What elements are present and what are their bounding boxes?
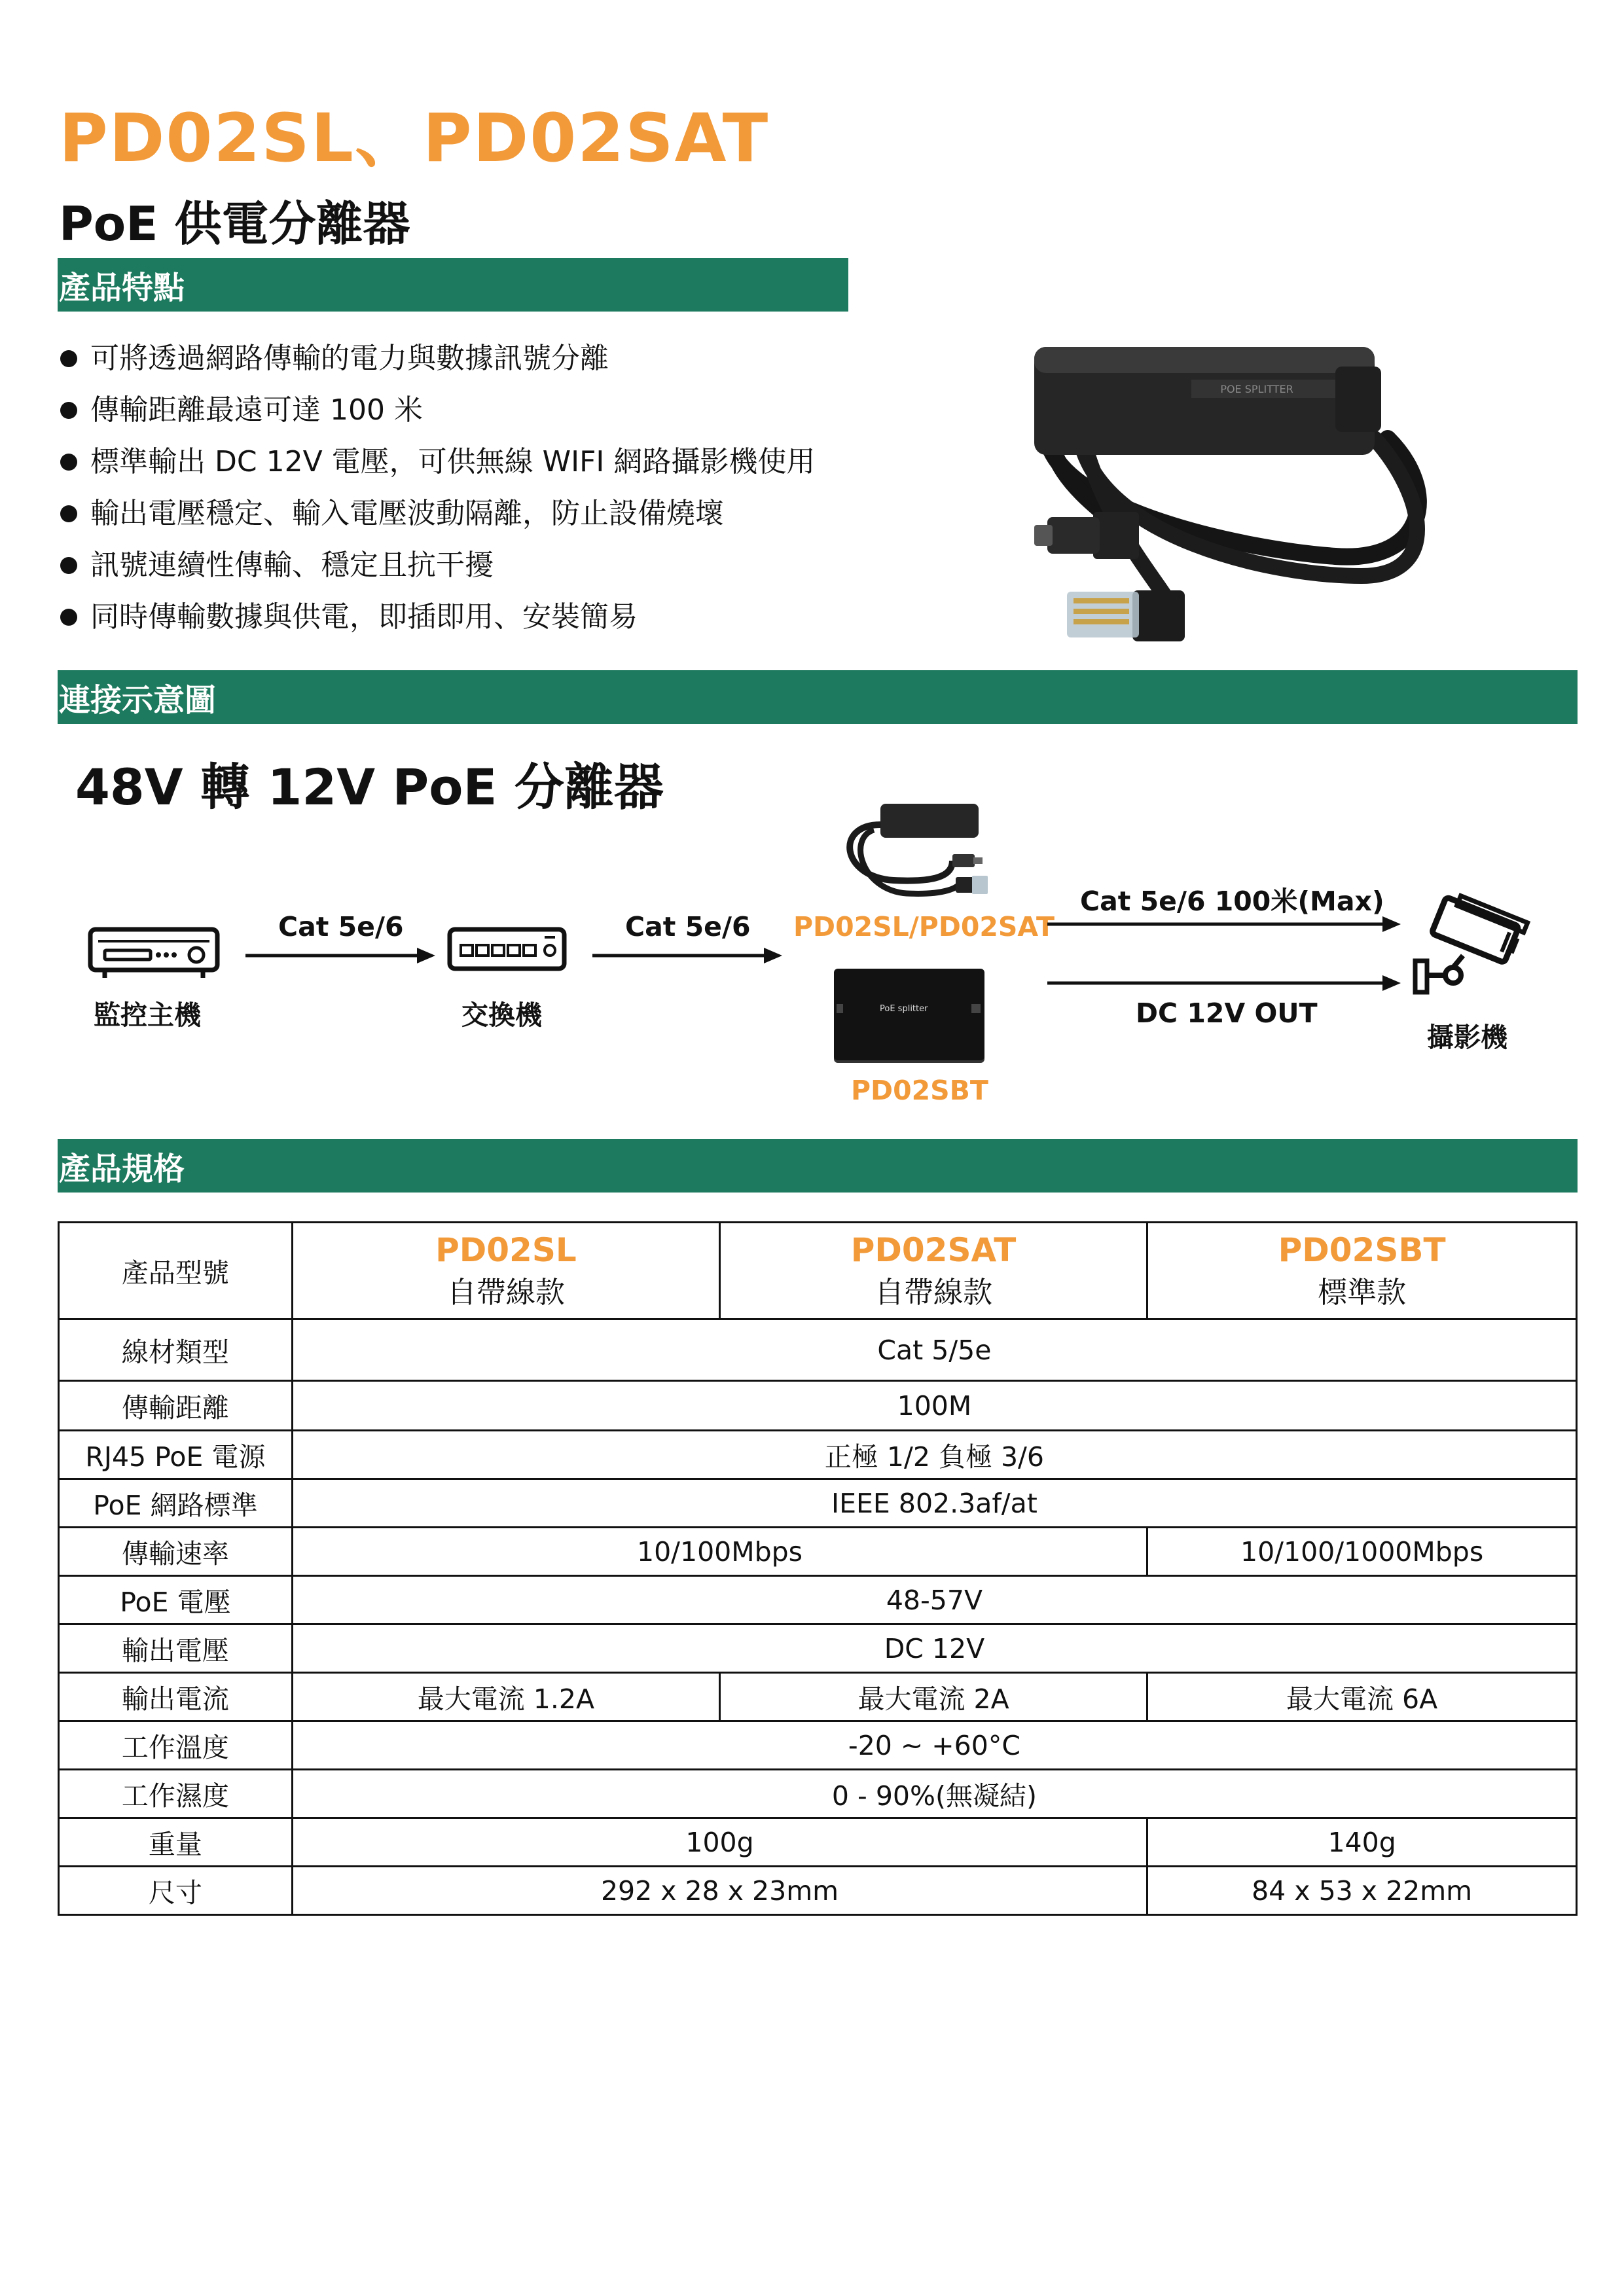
table-row xyxy=(59,1576,1577,1624)
nvr-label: 監控主機 xyxy=(94,999,201,1031)
spec-label: 線材類型 xyxy=(59,1319,293,1381)
spec-value: 最大電流 6A xyxy=(1147,1673,1577,1721)
nvr-icon xyxy=(85,916,223,982)
page-subtitle: PoE 供電分離器 xyxy=(59,196,410,251)
spec-label: RJ45 PoE 電源 xyxy=(59,1431,293,1479)
arrow-icon xyxy=(592,942,782,969)
diagram-title: 48V 轉 12V PoE 分離器 xyxy=(75,758,664,816)
spec-label: PoE 網路標準 xyxy=(59,1479,293,1528)
spec-value: 100g xyxy=(292,1818,1147,1867)
spec-value: 最大電流 2A xyxy=(719,1673,1147,1721)
spec-value: 10/100Mbps xyxy=(292,1528,1147,1576)
specs-section-header xyxy=(58,1139,1578,1193)
spec-label: PoE 電壓 xyxy=(59,1576,293,1624)
spec-value: 84 x 53 x 22mm xyxy=(1147,1867,1577,1915)
model-label-box: PD02SBT xyxy=(851,1075,988,1106)
model-type: 自帶線款 xyxy=(875,1274,993,1310)
link-label-1: Cat 5e/6 xyxy=(278,911,404,942)
list-item: 標準輸出 DC 12V 電壓，可供無線 WIFI 網路攝影機使用 xyxy=(60,436,815,488)
output-data-label: Cat 5e/6 100米(Max) xyxy=(1080,886,1384,917)
camera-label: 攝影機 xyxy=(1427,1022,1507,1053)
table-row xyxy=(59,1770,1577,1818)
switch-icon xyxy=(446,924,568,977)
spec-value: 292 x 28 x 23mm xyxy=(292,1867,1147,1915)
list-item: 傳輸距離最遠可達 100 米 xyxy=(60,384,815,436)
table-row xyxy=(59,1431,1577,1479)
port-icon xyxy=(971,1004,981,1013)
diagram-section-header xyxy=(58,670,1578,724)
list-item: 同時傳輸數據與供電，即插即用、安裝簡易 xyxy=(60,591,815,643)
spec-value: 48-57V xyxy=(292,1576,1576,1624)
specs-section-title: 產品規格 xyxy=(59,1150,185,1187)
svg-text:POE SPLITTER: POE SPLITTER xyxy=(1220,383,1293,395)
product-photo xyxy=(969,340,1466,681)
spec-label: 工作濕度 xyxy=(59,1770,293,1818)
spec-value: IEEE 802.3af/at xyxy=(292,1479,1576,1528)
spec-value: 0 - 90%(無凝結) xyxy=(292,1770,1576,1818)
spec-label: 傳輸距離 xyxy=(59,1381,293,1431)
bullet-icon xyxy=(60,505,77,522)
camera-icon xyxy=(1407,890,1538,1005)
table-row xyxy=(59,1624,1577,1673)
box-label: PoE splitter xyxy=(880,1004,928,1014)
cable-splitter-photo xyxy=(821,798,992,910)
bullet-icon xyxy=(60,557,77,574)
model-name: PD02SL xyxy=(435,1230,577,1269)
model-type: 標準款 xyxy=(1318,1274,1407,1310)
spec-value: 最大電流 1.2A xyxy=(292,1673,719,1721)
spec-label: 傳輸速率 xyxy=(59,1528,293,1576)
spec-value: 140g xyxy=(1147,1818,1577,1867)
bullet-icon xyxy=(60,402,77,419)
table-row xyxy=(59,1381,1577,1431)
model-name: PD02SBT xyxy=(1278,1230,1446,1269)
spec-label: 重量 xyxy=(59,1818,293,1867)
table-row xyxy=(59,1223,1577,1319)
spec-label: 尺寸 xyxy=(59,1867,293,1915)
table-row xyxy=(59,1673,1577,1721)
table-row xyxy=(59,1319,1577,1381)
spec-label: 輸出電流 xyxy=(59,1673,293,1721)
spec-label: 輸出電壓 xyxy=(59,1624,293,1673)
bullet-icon xyxy=(60,350,77,367)
diagram-section-title: 連接示意圖 xyxy=(59,681,217,719)
table-row xyxy=(59,1479,1577,1528)
model-label-cable: PD02SL/PD02SAT xyxy=(793,911,1055,942)
output-arrows xyxy=(1047,911,1401,996)
spec-value: 10/100/1000Mbps xyxy=(1147,1528,1577,1576)
bullet-icon xyxy=(60,454,77,471)
spec-label: 產品型號 xyxy=(59,1223,293,1319)
page-title: PD02SL、PD02SAT xyxy=(59,99,770,177)
spec-value: DC 12V xyxy=(292,1624,1576,1673)
spec-value: 正極 1/2 負極 3/6 xyxy=(292,1431,1576,1479)
model-cell xyxy=(1147,1223,1577,1319)
list-item: 可將透過網路傳輸的電力與數據訊號分離 xyxy=(60,332,815,384)
bullet-icon xyxy=(60,609,77,626)
table-row xyxy=(59,1867,1577,1915)
features-section-header xyxy=(58,258,848,312)
list-item: 訊號連續性傳輸、穩定且抗干擾 xyxy=(60,539,815,591)
table-row xyxy=(59,1818,1577,1867)
model-cell xyxy=(719,1223,1147,1319)
switch-label: 交換機 xyxy=(461,999,542,1031)
model-type: 自帶線款 xyxy=(446,1274,565,1310)
output-power-label: DC 12V OUT xyxy=(1136,997,1318,1029)
port-icon xyxy=(837,1004,843,1013)
model-name: PD02SAT xyxy=(850,1230,1017,1269)
spec-value: Cat 5/5e xyxy=(292,1319,1576,1381)
spec-table xyxy=(58,1221,1578,1916)
spec-value: 100M xyxy=(292,1381,1576,1431)
table-row xyxy=(59,1721,1577,1770)
arrow-icon xyxy=(245,942,435,969)
box-splitter-photo xyxy=(834,969,984,1060)
table-row xyxy=(59,1528,1577,1576)
list-item: 輸出電壓穩定、輸入電壓波動隔離，防止設備燒壞 xyxy=(60,488,815,539)
feature-list xyxy=(60,332,815,643)
features-section-title: 產品特點 xyxy=(59,269,185,306)
link-label-2: Cat 5e/6 xyxy=(625,911,751,942)
spec-label: 工作溫度 xyxy=(59,1721,293,1770)
spec-value: -20 ~ +60°C xyxy=(292,1721,1576,1770)
model-cell xyxy=(292,1223,719,1319)
